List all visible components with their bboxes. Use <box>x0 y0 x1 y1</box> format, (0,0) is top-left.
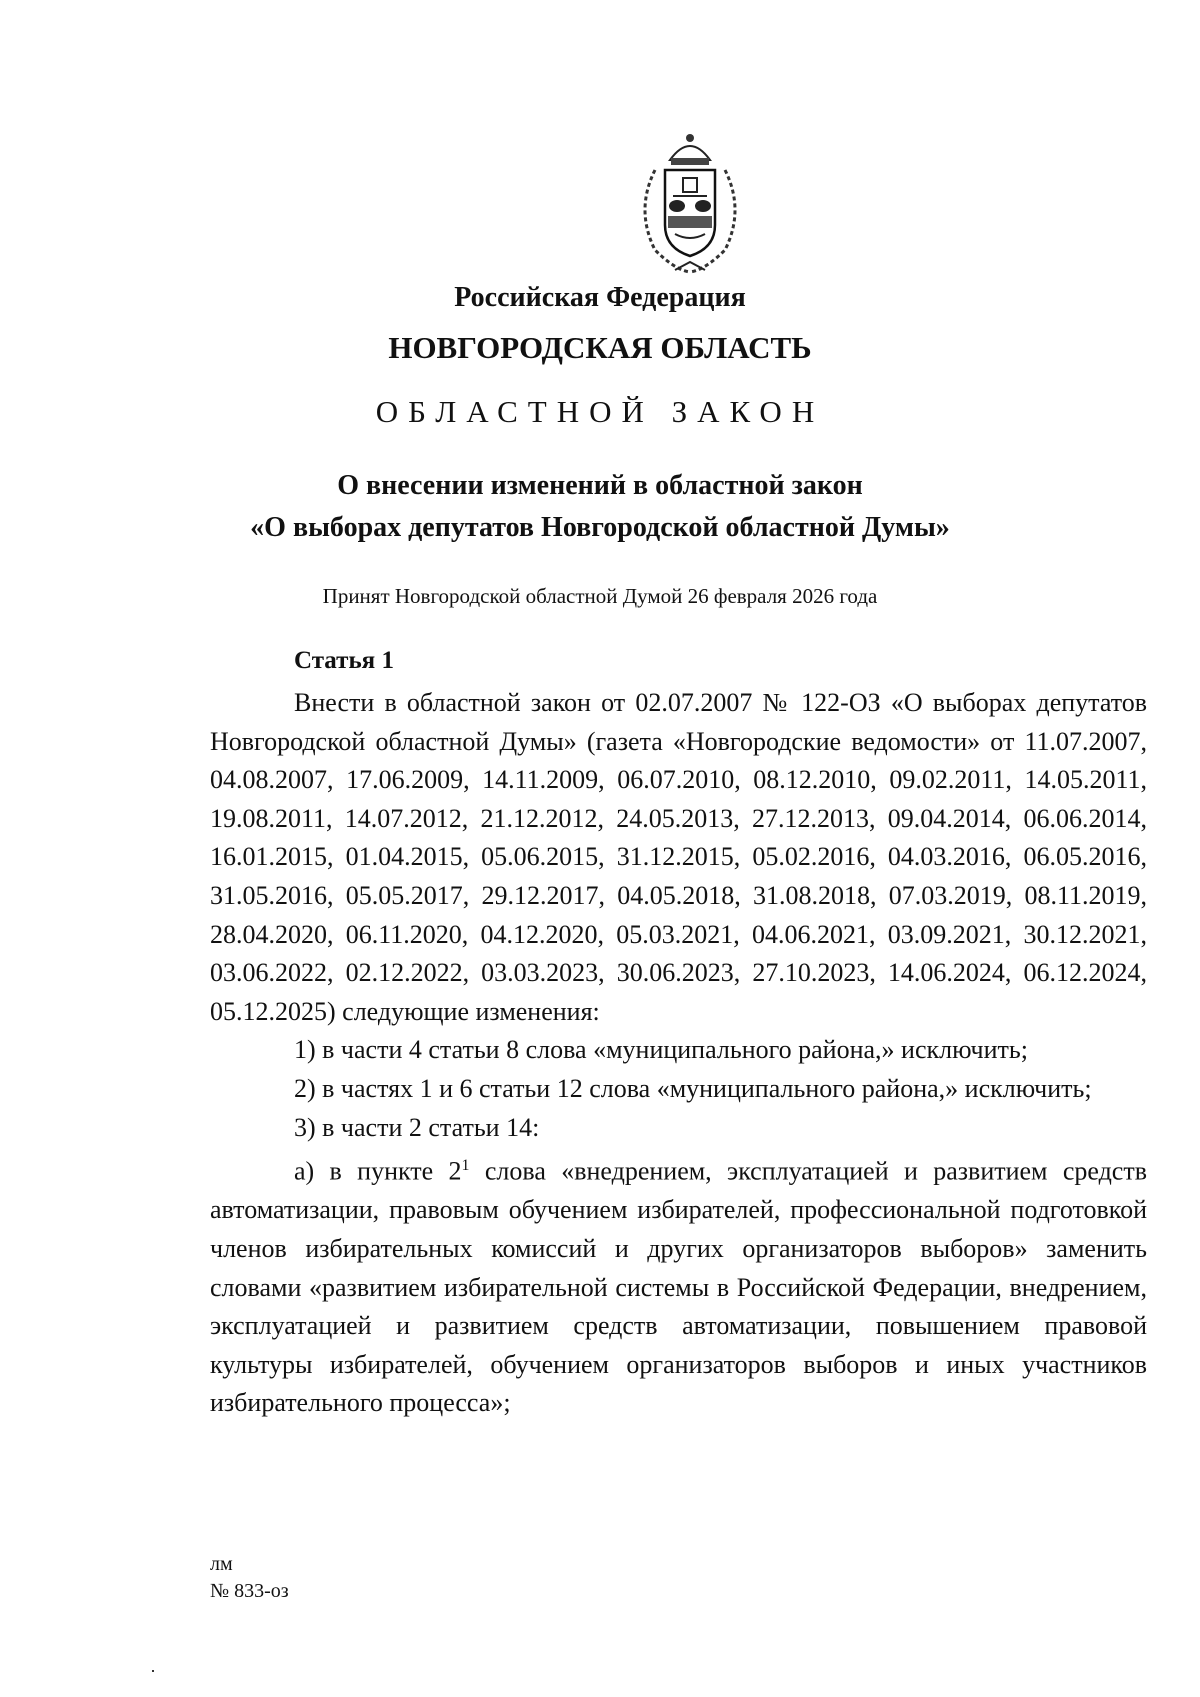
law-title-line-1: О внесении изменений в областной закон <box>337 470 863 501</box>
amendment-item-1: 1) в части 4 статьи 8 слова «муниципального района,» исключить; <box>294 1035 1028 1065</box>
article-body <box>210 684 1147 1423</box>
law-type-heading: ОБЛАСТНОЙ ЗАКОН <box>375 394 825 429</box>
article-heading: Статья 1 <box>294 647 394 674</box>
document-footer <box>210 1551 289 1605</box>
federation-heading: Российская Федерация <box>454 282 746 313</box>
amendment-item-3a <box>210 1147 1147 1423</box>
region-heading: НОВГОРОДСКАЯ ОБЛАСТЬ <box>388 330 812 365</box>
footer-document-number: № 833-оз <box>210 1580 289 1602</box>
footer-initials: лм <box>210 1553 233 1575</box>
item-3a-prefix: а) в пункте 2 <box>294 1156 462 1186</box>
article-intro-paragraph: Внести в областной закон от 02.07.2007 № 122-ОЗ «О выборах депутатов Новгородской областной Думы» (газета «Новгородские ведомости» от 11.07.2007, 04.08.2007, 17.06.2009, 14.11.2009, 06.07.2010, 08.12.2010, 09.02.2011, 14.05.2011, 19.08.2011, 14.07.2012, 21.12.2012, 24.05.2013, 27.12.2013, 09.04.2014, 06.06.2014, 16.01.2015, 01.04.2015, 05.06.2015, 31.12.2015, 05.02.2016, 04.03.2016, 06.05.2016, 31.05.2016, 05.05.2017, 29.12.2017, 04.05.2018, 31.08.2018, 07.03.2019, 08.11.2019, 28.04.2020, 06.11.2020, 04.12.2020, 05.03.2021, 04.06.2021, 03.09.2021, 30.12.2021, 03.06.2022, 02.12.2022, 03.03.2023, 30.06.2023, 27.10.2023, 14.06.2024, 06.12.2024, 05.12.2025) следующие изменения: <box>210 688 1147 1026</box>
scan-dot <box>152 1670 154 1672</box>
item-3a-superscript: 1 <box>461 1157 470 1175</box>
item-3a-text: слова «внедрением, эксплуатацией и развитием средств автоматизации, правовым обучением избирателей, профессиональной подготовкой членов избирательных комиссий и других организаторов выборов» заменить словами «развитием избирательной системы в Российской Федерации, внедрением, эксплуатацией и развитием средств автоматизации, повышением правовой культуры избирателей, обучением организаторов выборов и иных участников избирательного процесса»; <box>210 1156 1147 1418</box>
amendment-item-3: 3) в части 2 статьи 14: <box>294 1112 540 1142</box>
law-title-line-2: «О выборах депутатов Новгородской областной Думы» <box>250 512 950 543</box>
amendment-item-2: 2) в частях 1 и 6 статьи 12 слова «муниципального района,» исключить; <box>294 1073 1092 1103</box>
adoption-note: Принят Новгородской областной Думой 26 февраля 2026 года <box>322 584 878 608</box>
coat-of-arms-emblem <box>625 130 755 280</box>
